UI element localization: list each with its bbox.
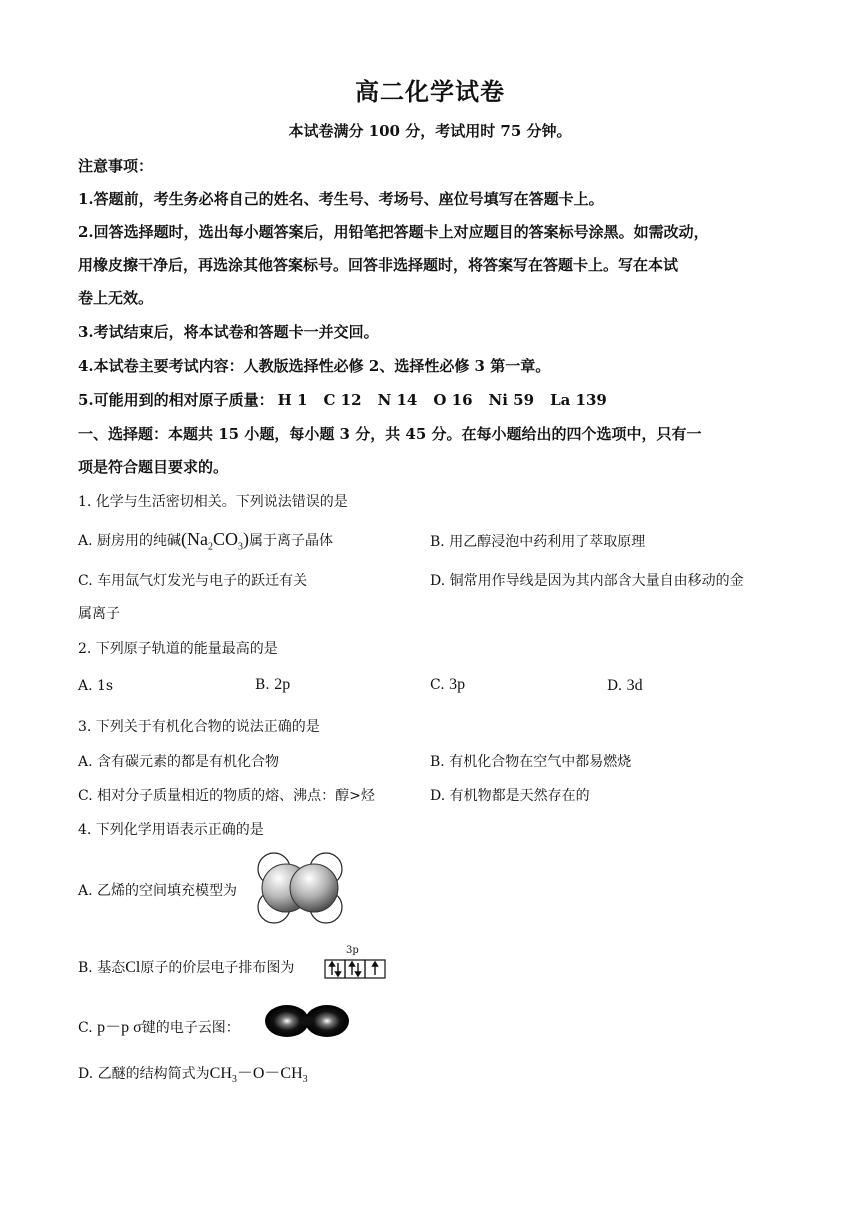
ethylene-space-filling-model xyxy=(253,850,347,926)
q4-option-c-tail: 键的电子云图： xyxy=(141,1020,240,1036)
q1-option-a xyxy=(78,529,333,553)
orbital-diagram xyxy=(324,945,388,985)
notice-item-1: 1.答题前，考生务必将自己的姓名、考生号、考场号、座位号填写在答题卡上。 xyxy=(78,190,604,208)
q4-option-b xyxy=(78,957,294,977)
q2-option-b-label: B. xyxy=(255,677,270,693)
formula-na: Na xyxy=(187,529,209,549)
q1-option-a-tail: 属于离子晶体 xyxy=(249,533,334,549)
notice-item-2-line-2: 用橡皮擦干净后，再选涂其他答案标号。回答非选择题时，将答案写在答题卡上。写在本试 xyxy=(78,256,679,274)
p-p-sigma-label: p－p σ xyxy=(97,1019,142,1036)
q4-option-d-text: D. 乙醚的结构简式为 xyxy=(78,1066,210,1082)
q1-option-a-formula: $(Na_2CO_3)$ xyxy=(181,529,250,553)
q2-option-b-value: 2p xyxy=(274,676,291,693)
q4-stem: 4. 下列化学用语表示正确的是 xyxy=(78,822,264,838)
atomic-mass-c: C 12 xyxy=(323,391,362,409)
diethyl-ether-formula xyxy=(209,1065,308,1086)
atomic-mass-la: La 139 xyxy=(550,391,607,409)
q1-option-a-text: A. 厨房用的纯碱 xyxy=(78,533,182,549)
q4-option-d xyxy=(78,1060,308,1085)
page-subtitle: 本试卷满分 100 分，考试用时 75 分钟。 xyxy=(288,122,572,140)
notice-item-2-line-3: 卷上无效。 xyxy=(78,289,154,307)
atomic-mass-ni: Ni 59 xyxy=(488,391,535,409)
orbital-boxes xyxy=(324,958,388,980)
notice-item-3: 3.考试结束后，将本试卷和答题卡一并交回。 xyxy=(78,323,379,341)
q3-option-a: A. 含有碳元素的都是有机化合物 xyxy=(78,754,280,770)
q3-stem: 3. 下列关于有机化合物的说法正确的是 xyxy=(78,719,320,735)
formula-co: CO xyxy=(213,529,239,549)
notice-item-5 xyxy=(78,389,790,410)
q1-option-b: B. 用乙醇浸泡中药利用了萃取原理 xyxy=(430,534,646,550)
formula-ch: CH xyxy=(209,1065,232,1082)
atomic-mass-label: 5.可能用到的相对原子质量： xyxy=(78,391,274,409)
q1-option-c: C. 车用氙气灯发光与电子的跃迁有关 xyxy=(78,573,308,589)
q4-option-a: A. 乙烯的空间填充模型为 xyxy=(78,883,238,899)
q1-option-d-line-1: D. 铜常用作导线是因为其内部含大量自由移动的金 xyxy=(430,573,744,589)
atomic-mass-o: O 16 xyxy=(433,391,473,409)
page-title: 高二化学试卷 xyxy=(355,77,505,106)
q4-option-c xyxy=(78,1014,240,1037)
q2-option-d-value: 3d xyxy=(626,677,643,694)
formula-o-ch: －O－CH xyxy=(236,1065,303,1082)
section-1-heading-line-2: 项是符合题目要求的。 xyxy=(78,458,229,476)
q2-option-a: A. 1s xyxy=(78,678,114,694)
q2-option-d xyxy=(607,677,643,695)
notice-item-2-line-1: 2.回答选择题时，选出每小题答案后，用铅笔把答题卡上对应题目的答案标号涂黑。如需改动， xyxy=(78,223,709,241)
q4-option-b-tail: 原子的价层电子排布图为 xyxy=(140,960,295,976)
q3-option-d: D. 有机物都是天然存在的 xyxy=(430,788,590,804)
q2-option-b xyxy=(255,676,290,694)
q2-option-c-value: 3p xyxy=(449,676,466,693)
q2-option-c xyxy=(430,676,465,694)
notice-heading: 注意事项： xyxy=(78,157,154,175)
sigma-bond-electron-cloud xyxy=(264,1003,350,1039)
formula-sub-3: 3 xyxy=(238,541,244,553)
q3-option-b: B. 有机化合物在空气中都易燃烧 xyxy=(430,754,632,770)
q4-option-b-text: B. 基态 xyxy=(78,960,126,976)
atomic-mass-n: N 14 xyxy=(377,391,418,409)
q3-option-c: C. 相对分子质量相近的物质的熔、沸点：醇>烃 xyxy=(78,788,375,804)
carbon-atom xyxy=(290,864,338,912)
formula-sub-3: 3 xyxy=(302,1074,308,1086)
q1-option-d-line-2: 属离子 xyxy=(78,606,120,622)
formula-sub-2: 2 xyxy=(208,541,214,553)
section-1-heading-line-1: 一、选择题：本题共 15 小题，每小题 3 分，共 45 分。在每小题给出的四个选项中，只有一 xyxy=(78,425,702,443)
q2-option-d-label: D. xyxy=(607,678,623,694)
notice-item-4: 4.本试卷主要考试内容：人教版选择性必修 2、选择性必修 3 第一章。 xyxy=(78,357,551,375)
q1-stem: 1. 化学与生活密切相关。下列说法错误的是 xyxy=(78,494,348,510)
chlorine-symbol: Cl xyxy=(125,959,141,976)
q2-option-c-label: C. xyxy=(430,677,445,693)
q2-stem: 2. 下列原子轨道的能量最高的是 xyxy=(78,641,278,657)
orbital-label: 3p xyxy=(346,945,359,956)
q4-option-c-label: C. xyxy=(78,1020,93,1036)
formula-sub-3: 3 xyxy=(231,1074,237,1086)
atomic-mass-h: H 1 xyxy=(277,391,308,409)
